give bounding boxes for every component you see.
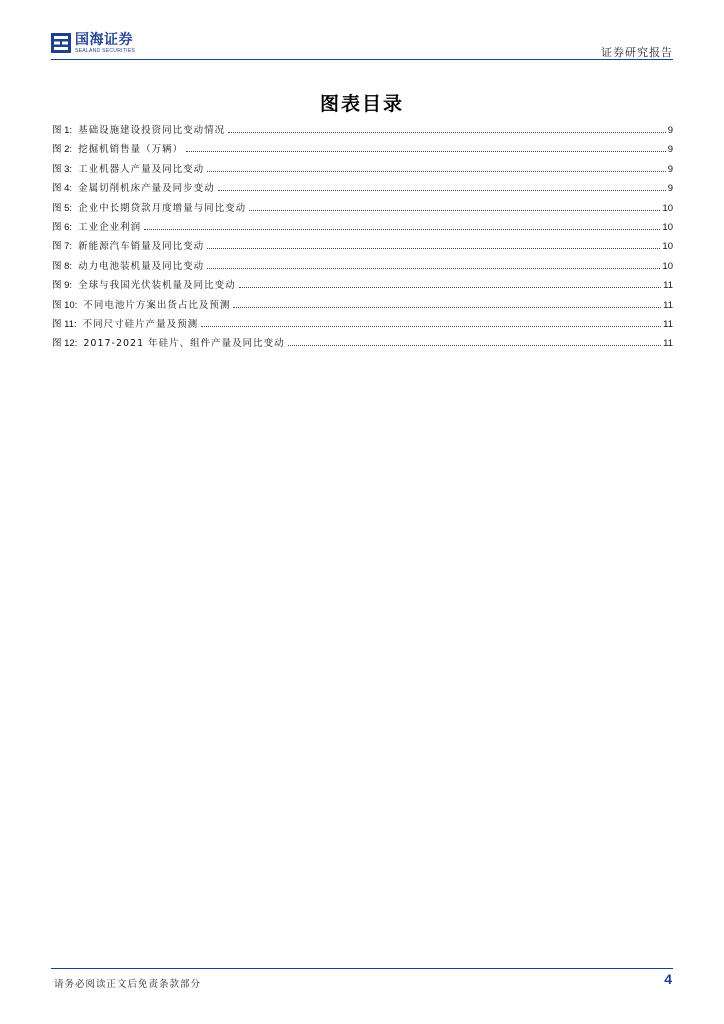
figure-number: 图 9:: [52, 280, 73, 292]
figure-number: 图 4:: [52, 183, 73, 195]
company-logo: [51, 33, 135, 54]
page-header: [51, 33, 673, 60]
figure-page-number: 10: [662, 260, 673, 272]
figure-page-number: 11: [663, 318, 673, 330]
figure-title: 新能源汽车销量及同比变动: [78, 241, 205, 253]
page-number: 4: [664, 971, 672, 987]
figure-title: 工业机器人产量及同比变动: [78, 163, 205, 175]
figure-title: 挖掘机销售量（万辆）: [78, 144, 184, 156]
figure-page-number: 10: [662, 221, 673, 233]
dot-leader: [207, 268, 660, 269]
figure-page-number: 10: [662, 202, 673, 214]
logo-chinese-name: 国海证券: [75, 32, 133, 48]
dot-leader: [207, 171, 666, 172]
dot-leader: [239, 287, 662, 288]
figure-page-number: 9: [667, 183, 673, 195]
dot-leader: [233, 307, 661, 308]
figure-number: 图 11:: [52, 318, 77, 330]
figure-page-number: 11: [663, 280, 673, 292]
toc-entry[interactable]: [52, 200, 673, 219]
figure-page-number: 9: [667, 163, 673, 175]
figure-title: 2017-2021 年硅片、组件产量及同比变动: [83, 338, 285, 350]
disclaimer-note: 请务必阅读正文后免责条款部分: [54, 979, 202, 990]
figure-number: 图 7:: [52, 241, 73, 253]
figure-list: [52, 122, 673, 355]
figure-page-number: 10: [662, 241, 673, 253]
dot-leader: [207, 248, 660, 249]
figure-number: 图 2:: [52, 144, 73, 156]
toc-entry[interactable]: [52, 122, 673, 141]
toc-entry[interactable]: [52, 277, 673, 296]
dot-leader: [218, 190, 666, 191]
figure-number: 图 5:: [52, 202, 73, 214]
figure-page-number: 9: [667, 125, 673, 136]
figure-number: 图 3:: [52, 163, 73, 175]
figure-page-number: 11: [663, 338, 673, 350]
header-divider: [51, 59, 673, 60]
toc-entry[interactable]: [52, 335, 673, 354]
page-title: 图表目录: [319, 93, 404, 115]
figure-number: 图 1:: [52, 125, 73, 136]
figure-title: 企业中长期贷款月度增量与同比变动: [78, 202, 247, 214]
toc-entry[interactable]: [52, 161, 673, 180]
figure-title: 不同电池片方案出货占比及预测: [83, 299, 231, 311]
figure-title: 全球与我国光伏装机量及同比变动: [78, 280, 236, 292]
figure-title: 工业企业利润: [78, 221, 142, 233]
dot-leader: [249, 210, 660, 211]
figure-page-number: 11: [663, 299, 673, 311]
sealand-logo-icon: [51, 33, 71, 53]
figure-number: 图 10:: [52, 299, 78, 311]
toc-entry[interactable]: [52, 297, 673, 316]
dot-leader: [288, 345, 661, 346]
figure-number: 图 12:: [52, 338, 78, 350]
logo-english-name: SEALAND SECURITIES: [75, 48, 136, 54]
figure-title: 金属切削机床产量及同步变动: [78, 183, 215, 195]
toc-entry[interactable]: [52, 141, 673, 160]
figure-page-number: 9: [667, 144, 673, 156]
figure-title: 不同尺寸硅片产量及预测: [82, 318, 199, 330]
toc-entry[interactable]: [52, 180, 673, 199]
report-type-label: 证券研究报告: [601, 46, 673, 59]
figure-number: 图 8:: [52, 260, 73, 272]
toc-entry[interactable]: [52, 316, 673, 335]
figure-title: 基础设施建设投资同比变动情况: [78, 125, 226, 136]
footer-divider: [51, 968, 673, 969]
dot-leader: [186, 151, 666, 152]
dot-leader: [144, 229, 660, 230]
toc-entry[interactable]: [52, 238, 673, 257]
toc-entry[interactable]: [52, 258, 673, 277]
figure-title: 动力电池装机量及同比变动: [78, 260, 205, 272]
toc-entry[interactable]: [52, 219, 673, 238]
dot-leader: [228, 132, 666, 133]
figure-number: 图 6:: [52, 221, 73, 233]
dot-leader: [201, 326, 661, 327]
